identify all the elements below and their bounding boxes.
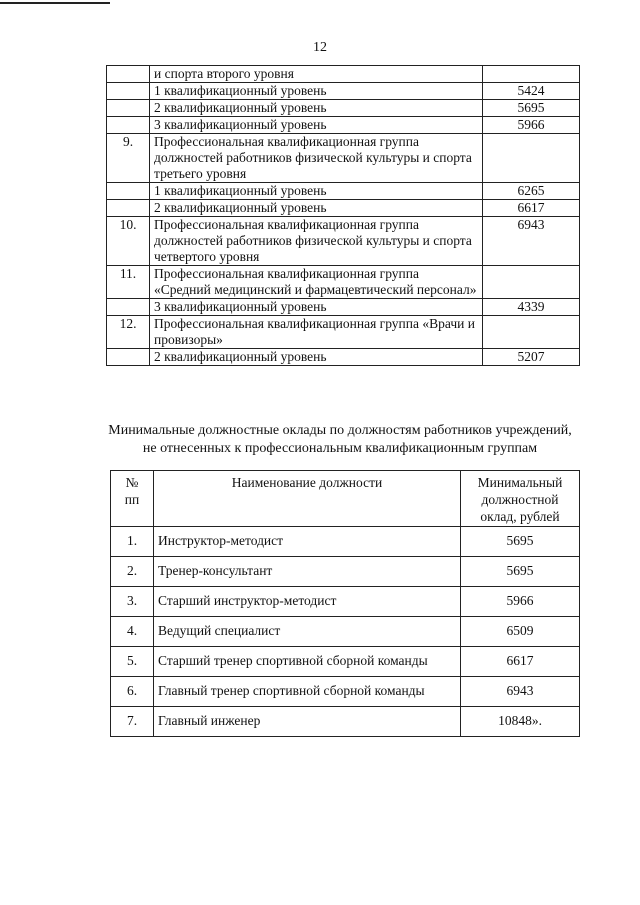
table-row: [107, 134, 580, 183]
table-row: [111, 557, 580, 587]
row-number: 3.: [111, 587, 154, 617]
header-salary: [461, 471, 580, 527]
table-row: [111, 707, 580, 737]
row-number: 2.: [111, 557, 154, 587]
table-row: [111, 647, 580, 677]
row-number: [107, 299, 150, 316]
salary-value: 5695: [461, 527, 580, 557]
salary-value: 6943: [461, 677, 580, 707]
table-header-row: [111, 471, 580, 527]
header-salary-line: Минимальный: [477, 475, 563, 490]
salary-value: 5695: [483, 100, 580, 117]
salary-value: [483, 316, 580, 349]
salary-value: 6265: [483, 183, 580, 200]
position-name: 3 квалификационный уровень: [150, 117, 483, 134]
header-number-abbr: пп: [124, 492, 140, 507]
salary-value: 4339: [483, 299, 580, 316]
salary-value: 6617: [461, 647, 580, 677]
row-number: 11.: [107, 266, 150, 299]
table-row: [107, 117, 580, 134]
position-name: 2 квалификационный уровень: [150, 349, 483, 366]
salary-value: 5207: [483, 349, 580, 366]
header-number: [111, 471, 154, 527]
position-name: 1 квалификационный уровень: [150, 83, 483, 100]
position-name: Профессиональная квалификационная группа «Средний медицинский и фармацевтический персонал»: [150, 266, 483, 299]
row-number: [107, 100, 150, 117]
row-number: 5.: [111, 647, 154, 677]
row-number: [107, 349, 150, 366]
table-row: [107, 217, 580, 266]
salary-value: [483, 266, 580, 299]
salary-value: 6943: [483, 217, 580, 266]
table-row: [111, 527, 580, 557]
position-name: Главный инженер: [154, 707, 461, 737]
header-position: Наименование должности: [154, 471, 461, 527]
row-number: 7.: [111, 707, 154, 737]
header-salary-line: оклад, рублей: [480, 509, 560, 524]
position-name: Главный тренер спортивной сборной команды: [154, 677, 461, 707]
salary-value: [483, 66, 580, 83]
row-number: 1.: [111, 527, 154, 557]
page-number: 12: [313, 40, 327, 55]
row-number: 4.: [111, 617, 154, 647]
table-row: [107, 349, 580, 366]
table-row: [111, 677, 580, 707]
table-row: [107, 66, 580, 83]
position-name: Профессиональная квалификационная группа «Врачи и провизоры»: [150, 316, 483, 349]
position-name: Тренер-консультант: [154, 557, 461, 587]
row-number: 9.: [107, 134, 150, 183]
header-salary-line: должностной: [481, 492, 559, 507]
position-name: 1 квалификационный уровень: [150, 183, 483, 200]
other-positions-table: [110, 470, 580, 737]
section-heading: [90, 422, 590, 458]
table-row: [111, 587, 580, 617]
position-name: Старший тренер спортивной сборной команды: [154, 647, 461, 677]
row-number: 10.: [107, 217, 150, 266]
row-number: [107, 66, 150, 83]
header-number-symbol: №: [125, 475, 139, 490]
table-row: [111, 617, 580, 647]
salary-value: 6509: [461, 617, 580, 647]
position-name: Инструктор-методист: [154, 527, 461, 557]
position-name: 2 квалификационный уровень: [150, 100, 483, 117]
position-name: Профессиональная квалификационная группа должностей работников физической культуры и спорта третьего уровня: [150, 134, 483, 183]
heading-line: Минимальные должностные оклады по должностям работников учреждений,: [108, 423, 572, 438]
salary-value: 5966: [461, 587, 580, 617]
position-name: Ведущий специалист: [154, 617, 461, 647]
position-name: 3 квалификационный уровень: [150, 299, 483, 316]
row-number: 12.: [107, 316, 150, 349]
position-name: Профессиональная квалификационная группа должностей работников физической культуры и спорта четвертого уровня: [150, 217, 483, 266]
table-row: [107, 183, 580, 200]
position-name: и спорта второго уровня: [150, 66, 483, 83]
salary-value: 6617: [483, 200, 580, 217]
table-row: [107, 200, 580, 217]
position-name: Старший инструктор-методист: [154, 587, 461, 617]
row-number: 6.: [111, 677, 154, 707]
table-row: [107, 266, 580, 299]
row-number: [107, 83, 150, 100]
salary-value: [483, 134, 580, 183]
heading-line: не отнесенных к профессиональным квалификационным группам: [142, 441, 538, 456]
table-row: [107, 316, 580, 349]
salary-value: 10848».: [461, 707, 580, 737]
salary-table-continued: [106, 65, 580, 366]
row-number: [107, 200, 150, 217]
position-name: 2 квалификационный уровень: [150, 200, 483, 217]
table-row: [107, 299, 580, 316]
salary-value: 5424: [483, 83, 580, 100]
table-row: [107, 83, 580, 100]
salary-value: 5695: [461, 557, 580, 587]
row-number: [107, 117, 150, 134]
salary-value: 5966: [483, 117, 580, 134]
top-rule: [0, 2, 110, 4]
table-row: [107, 100, 580, 117]
row-number: [107, 183, 150, 200]
